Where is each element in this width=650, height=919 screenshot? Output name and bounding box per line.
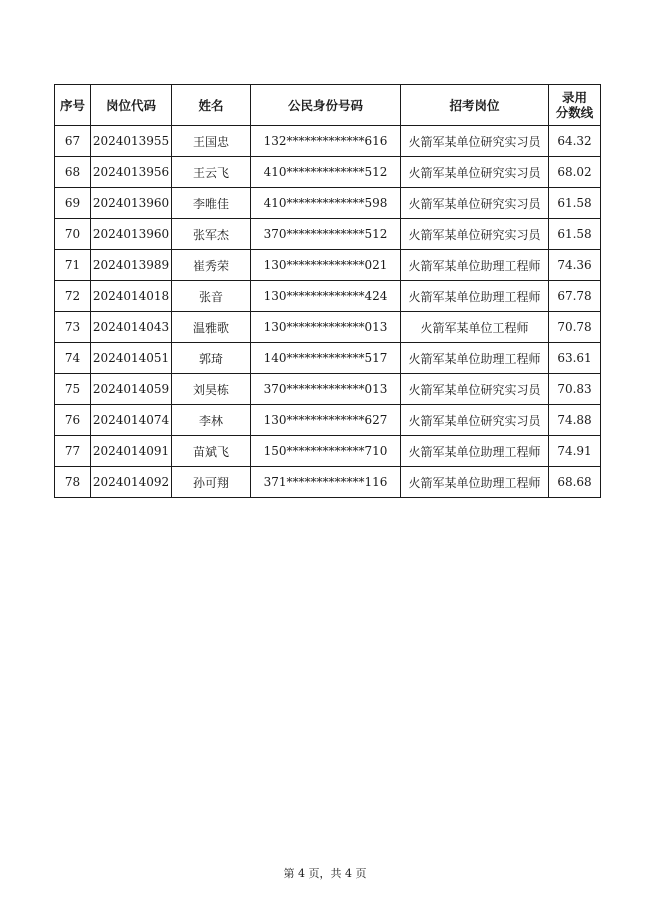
cell-name: 孙可翔	[172, 467, 251, 498]
cell-seq: 68	[55, 157, 91, 188]
cell-post: 火箭军某单位助理工程师	[401, 436, 549, 467]
table-row	[55, 281, 601, 312]
cell-seq: 69	[55, 188, 91, 219]
cell-seq: 72	[55, 281, 91, 312]
cell-post-code: 2024013960	[91, 188, 172, 219]
table-row	[55, 250, 601, 281]
cell-post: 火箭军某单位研究实习员	[401, 219, 549, 250]
cell-post: 火箭军某单位助理工程师	[401, 467, 549, 498]
cell-name: 王云飞	[172, 157, 251, 188]
cell-score: 67.78	[549, 281, 601, 312]
header-post: 招考岗位	[401, 85, 549, 126]
header-score-line2: 分数线	[555, 105, 594, 120]
cell-seq: 75	[55, 374, 91, 405]
cell-id-number: 150*************710	[251, 436, 401, 467]
cell-post: 火箭军某单位助理工程师	[401, 343, 549, 374]
cell-post: 火箭军某单位研究实习员	[401, 188, 549, 219]
cell-id-number: 371*************116	[251, 467, 401, 498]
header-id-number: 公民身份号码	[251, 85, 401, 126]
cell-post: 火箭军某单位研究实习员	[401, 126, 549, 157]
cell-seq: 73	[55, 312, 91, 343]
cell-post: 火箭军某单位研究实习员	[401, 405, 549, 436]
cell-id-number: 140*************517	[251, 343, 401, 374]
cell-score: 63.61	[549, 343, 601, 374]
cell-score: 61.58	[549, 219, 601, 250]
table-row	[55, 312, 601, 343]
cell-post: 火箭军某单位工程师	[401, 312, 549, 343]
cell-score: 61.58	[549, 188, 601, 219]
cell-score: 64.32	[549, 126, 601, 157]
cell-name: 李林	[172, 405, 251, 436]
page-footer: 第 4 页，共 4 页	[283, 867, 367, 880]
table-row	[55, 188, 601, 219]
cell-post-code: 2024013955	[91, 126, 172, 157]
cell-seq: 71	[55, 250, 91, 281]
cell-id-number: 130*************021	[251, 250, 401, 281]
cell-id-number: 130*************424	[251, 281, 401, 312]
cell-name: 张军杰	[172, 219, 251, 250]
cell-name: 王国忠	[172, 126, 251, 157]
table-row	[55, 436, 601, 467]
cell-post-code: 2024014043	[91, 312, 172, 343]
cell-score: 68.68	[549, 467, 601, 498]
cell-seq: 70	[55, 219, 91, 250]
cell-score: 68.02	[549, 157, 601, 188]
table-row	[55, 374, 601, 405]
cell-score: 74.91	[549, 436, 601, 467]
table-body	[55, 126, 601, 498]
cell-post: 火箭军某单位研究实习员	[401, 157, 549, 188]
cell-post-code: 2024013989	[91, 250, 172, 281]
header-post-code: 岗位代码	[91, 85, 172, 126]
cell-id-number: 370*************013	[251, 374, 401, 405]
cell-id-number: 410*************512	[251, 157, 401, 188]
cell-post-code: 2024014018	[91, 281, 172, 312]
cell-seq: 76	[55, 405, 91, 436]
cell-name: 崔秀荣	[172, 250, 251, 281]
cell-name: 苗斌飞	[172, 436, 251, 467]
cell-score: 70.78	[549, 312, 601, 343]
table-row	[55, 467, 601, 498]
cell-seq: 77	[55, 436, 91, 467]
cell-seq: 74	[55, 343, 91, 374]
header-name: 姓名	[172, 85, 251, 126]
cell-post-code: 2024014051	[91, 343, 172, 374]
cell-post: 火箭军某单位助理工程师	[401, 250, 549, 281]
cell-post-code: 2024014059	[91, 374, 172, 405]
cell-id-number: 130*************627	[251, 405, 401, 436]
cell-post-code: 2024014092	[91, 467, 172, 498]
table-row	[55, 405, 601, 436]
cell-id-number: 132*************616	[251, 126, 401, 157]
header-score	[549, 85, 601, 126]
cell-post-code: 2024014091	[91, 436, 172, 467]
header-score-line1: 录用	[561, 90, 587, 105]
cell-post-code: 2024013956	[91, 157, 172, 188]
cell-seq: 78	[55, 467, 91, 498]
cell-name: 温雅歌	[172, 312, 251, 343]
cell-name: 张音	[172, 281, 251, 312]
cell-score: 70.83	[549, 374, 601, 405]
cell-id-number: 410*************598	[251, 188, 401, 219]
cell-seq: 67	[55, 126, 91, 157]
table-row	[55, 126, 601, 157]
cell-score: 74.88	[549, 405, 601, 436]
table-row	[55, 157, 601, 188]
cell-name: 郭琦	[172, 343, 251, 374]
admission-score-table	[54, 84, 601, 498]
table-header-row	[55, 85, 601, 126]
cell-name: 李唯佳	[172, 188, 251, 219]
cell-id-number: 130*************013	[251, 312, 401, 343]
cell-post-code: 2024014074	[91, 405, 172, 436]
cell-post: 火箭军某单位助理工程师	[401, 281, 549, 312]
cell-name: 刘昊栋	[172, 374, 251, 405]
cell-post-code: 2024013960	[91, 219, 172, 250]
header-seq: 序号	[55, 85, 91, 126]
cell-id-number: 370*************512	[251, 219, 401, 250]
table-row	[55, 219, 601, 250]
table-row	[55, 343, 601, 374]
cell-score: 74.36	[549, 250, 601, 281]
cell-post: 火箭军某单位研究实习员	[401, 374, 549, 405]
